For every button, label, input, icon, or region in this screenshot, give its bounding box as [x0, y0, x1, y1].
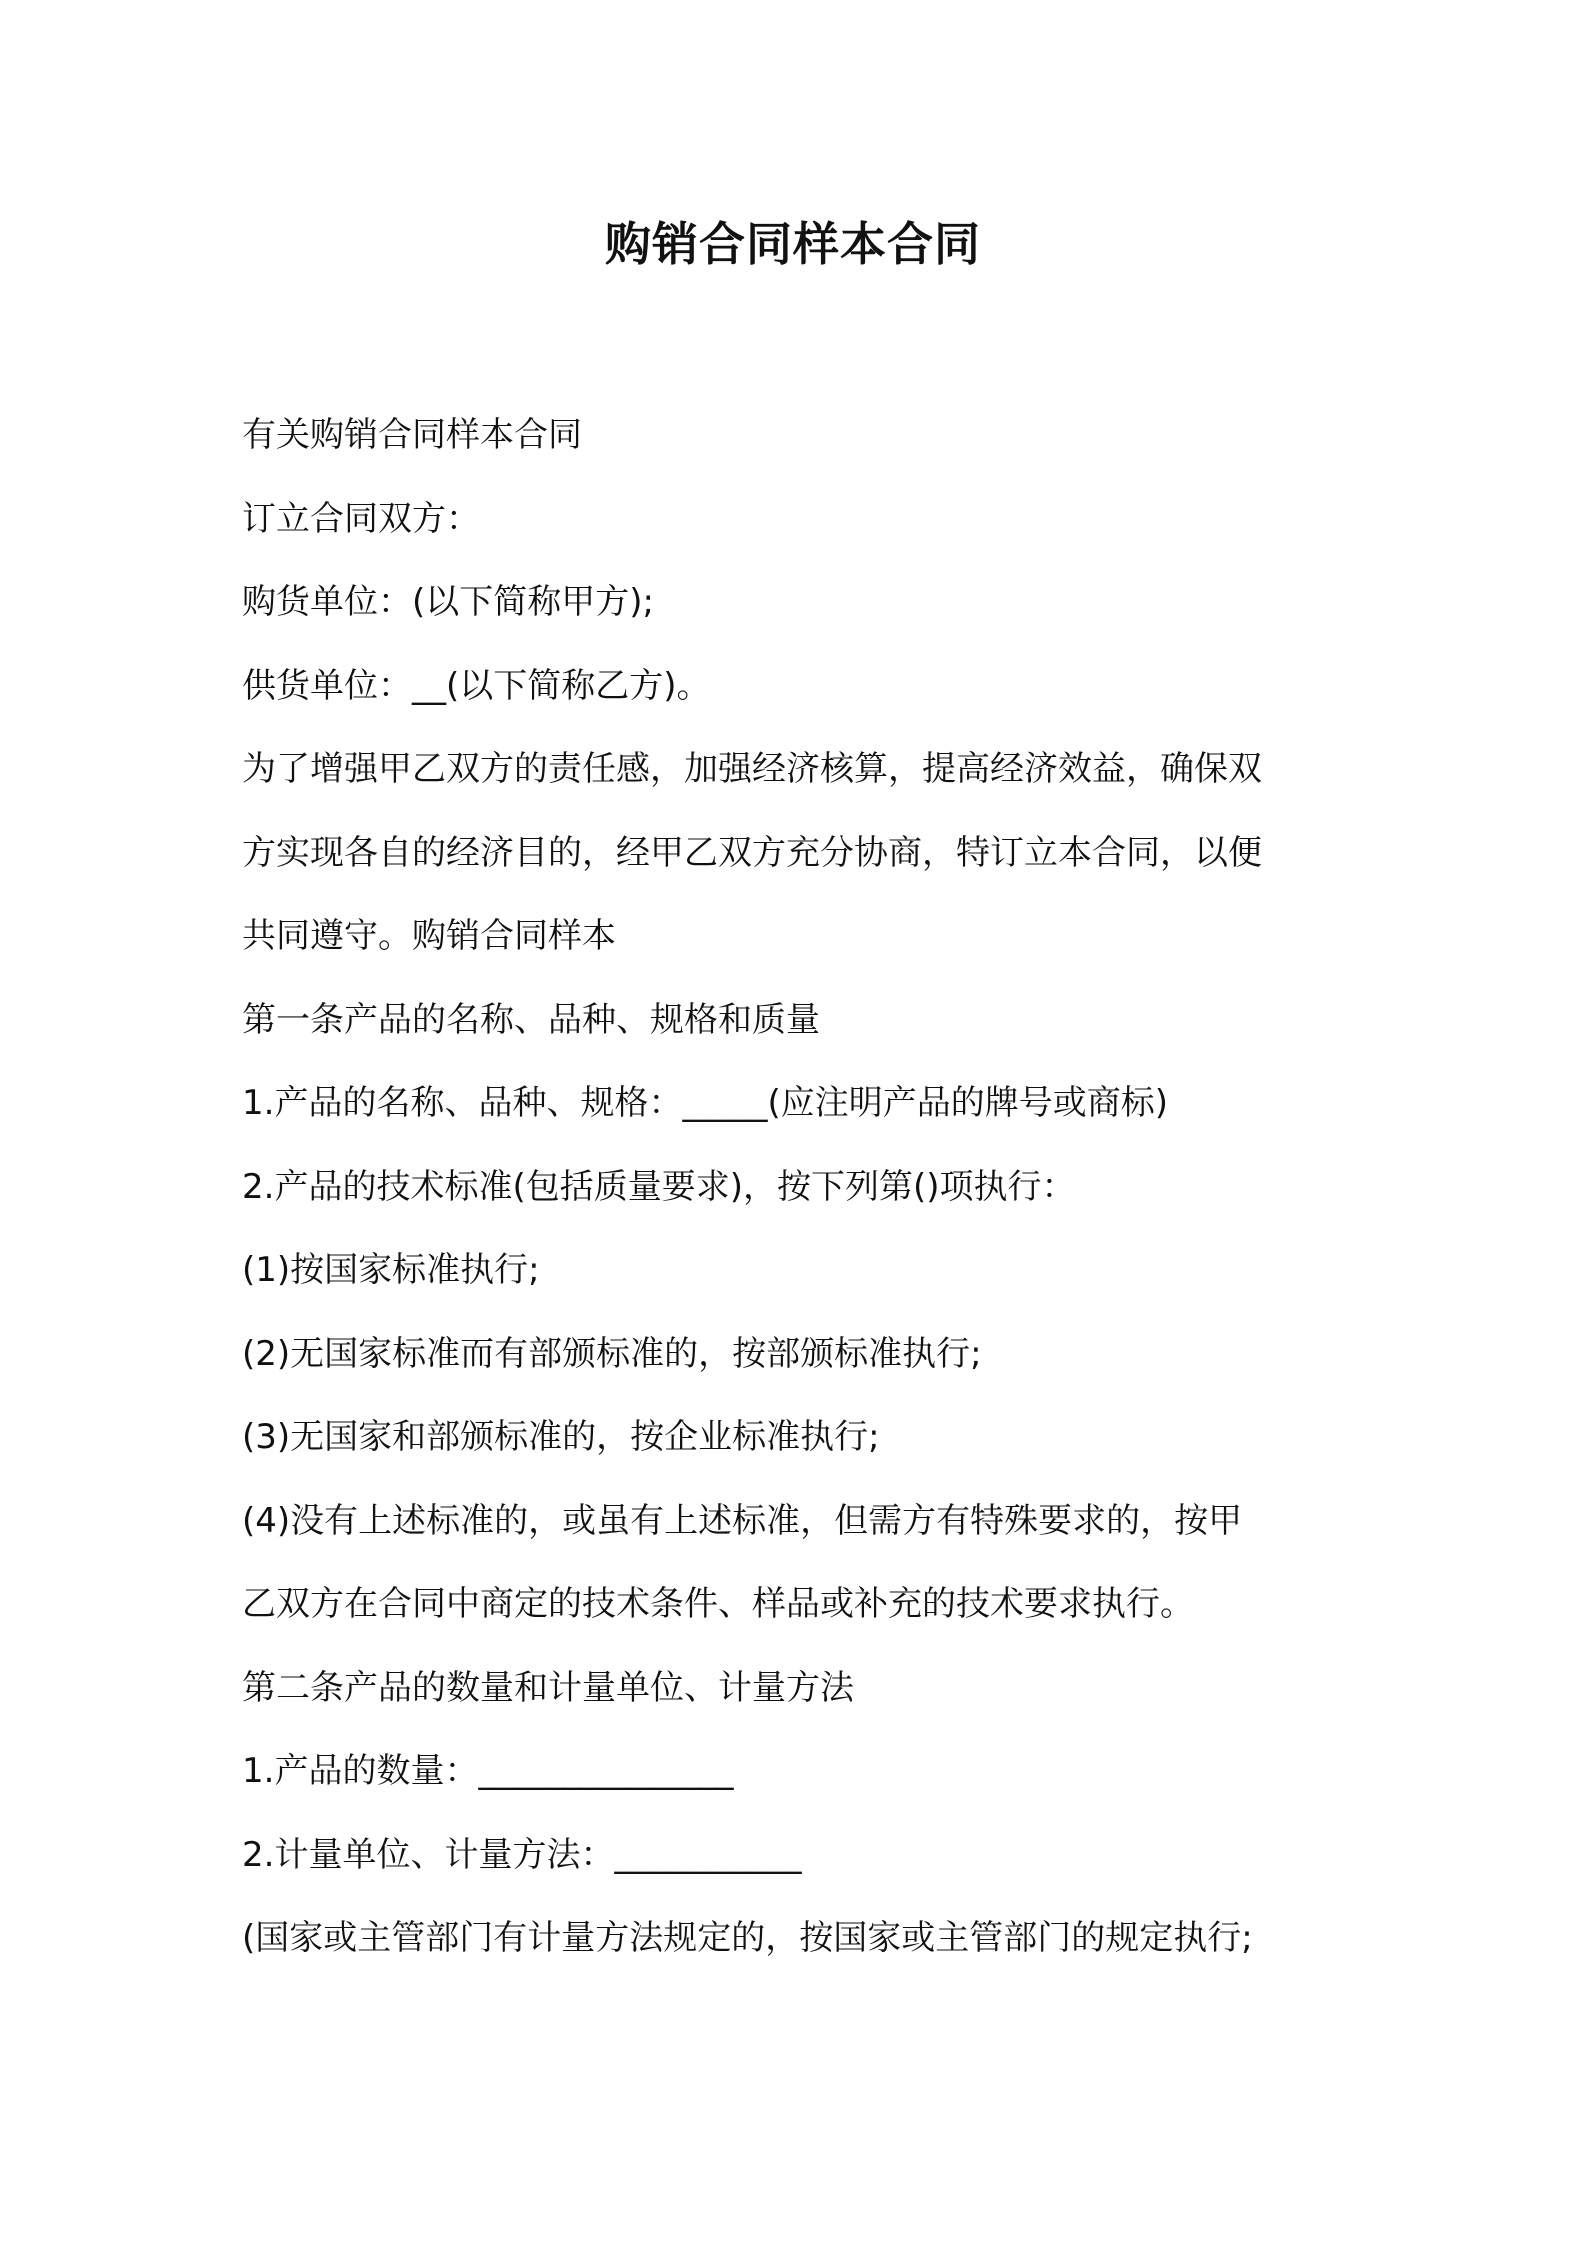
- body-line: 有关购销合同样本合同: [242, 415, 582, 455]
- section-heading: 第二条产品的数量和计量单位、计量方法: [242, 1667, 854, 1708]
- body-line: 2.计量单位、计量方法：___________: [242, 1834, 802, 1875]
- body-line: 2.产品的技术标准(包括质量要求)，按下列第()项执行：: [242, 1166, 1076, 1207]
- section-heading: 第一条产品的名称、品种、规格和质量: [242, 999, 820, 1040]
- body-line: 订立合同双方：: [242, 498, 480, 539]
- body-line: (3)无国家和部颁标准的，按企业标准执行;: [242, 1417, 880, 1457]
- body-line: (4)没有上述标准的，或虽有上述标准，但需方有特殊要求的，按甲: [242, 1500, 1243, 1541]
- body-line: (国家或主管部门有计量方法规定的，按国家或主管部门的规定执行;: [242, 1918, 1253, 1958]
- body-line: (1)按国家标准执行;: [242, 1250, 540, 1290]
- body-line: 为了增强甲乙双方的责任感，加强经济核算，提高经济效益，确保双: [242, 749, 1262, 789]
- document-title: 购销合同样本合同: [605, 217, 981, 271]
- body-line: 1.产品的名称、品种、规格：_____(应注明产品的牌号或商标): [242, 1083, 1168, 1123]
- body-line: 方实现各自的经济目的，经甲乙双方充分协商，特订立本合同，以便: [242, 832, 1262, 873]
- body-line: 供货单位：__(以下简称乙方)。: [242, 665, 711, 706]
- body-line: 1.产品的数量：_______________: [242, 1751, 734, 1791]
- document-body: [242, 405, 1362, 1992]
- body-line: (2)无国家标准而有部颁标准的，按部颁标准执行;: [242, 1333, 982, 1374]
- body-line: 购货单位：(以下简称甲方);: [242, 582, 654, 622]
- body-line: 乙双方在合同中商定的技术条件、样品或补充的技术要求执行。: [242, 1584, 1194, 1624]
- body-line: 共同遵守。购销合同样本: [242, 916, 616, 956]
